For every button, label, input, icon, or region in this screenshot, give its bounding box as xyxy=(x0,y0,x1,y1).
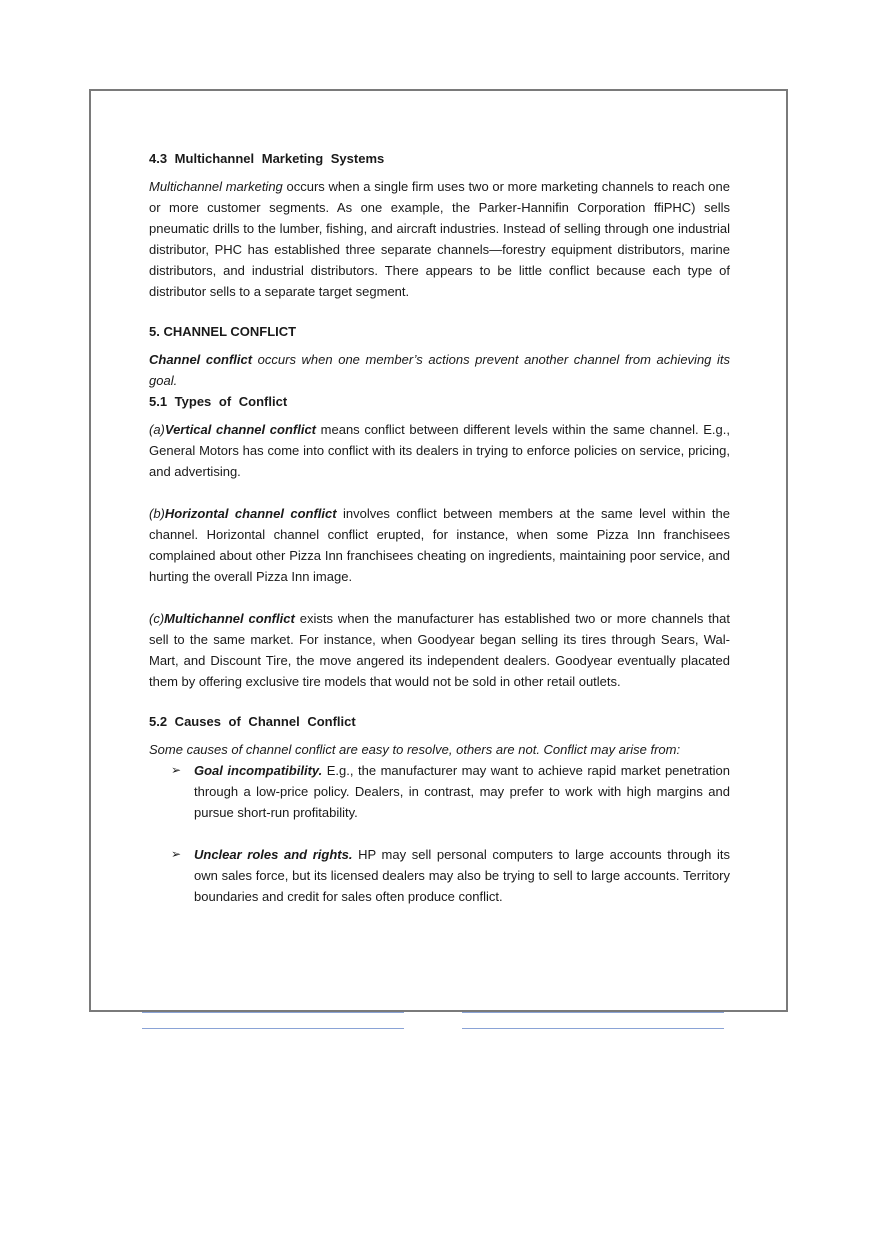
term-multichannel-marketing: Multichannel marketing xyxy=(149,179,283,194)
document-body xyxy=(149,148,730,907)
paragraph-horizontal-conflict: (b)Horizontal channel conflict involves conflict between members at the same level within the channel. Horizontal channel conflict erupted, for instance, when some Pizza Inn franchisees complained about other Pizza Inn franchisees cheating on ingredients, maintaining poor service, and hurting the overall Pizza Inn image. xyxy=(149,506,730,584)
list-item-goal-incompatibility: ➢ Goal incompatibility. E.g., the manufacturer may want to achieve rapid market penetration through a low-price policy. Dealers, in contrast, may prefer to work with high margins and pursue short-run profitability. xyxy=(149,760,730,823)
footer-line-right-bottom xyxy=(462,1028,724,1029)
term-multichannel-conflict: Multichannel conflict xyxy=(164,611,295,626)
causes-list xyxy=(149,760,730,907)
heading-channel-conflict: 5. CHANNEL CONFLICT xyxy=(149,324,297,339)
arrow-bullet-icon: ➢ xyxy=(171,847,182,861)
paragraph-causes-intro: Some causes of channel conflict are easy to resolve, others are not. Conflict may arise from: xyxy=(149,742,681,757)
paragraph-vertical-conflict: (a)Vertical channel conflict means conflict between different levels within the same channel. E.g., General Motors has come into conflict with its dealers in trying to enforce policies on service, pricing, and advertising. xyxy=(149,422,730,479)
term-vertical-channel-conflict: Vertical channel conflict xyxy=(164,422,317,437)
heading-5-1: 5.1 Types of Conflict xyxy=(149,394,288,409)
list-item-unclear-roles: ➢ Unclear roles and rights. HP may sell personal computers to large accounts through its own sales force, but its licensed dealers may also be trying to sell to large accounts. Territory boundaries and credit for sales often produce conflict. xyxy=(149,844,730,907)
heading-4-3: 4.3 Multichannel Marketing Systems xyxy=(149,151,385,166)
heading-5-2: 5.2 Causes of Channel Conflict xyxy=(149,714,356,729)
term-channel-conflict: Channel conflict xyxy=(149,352,253,367)
term-horizontal-channel-conflict: Horizontal channel conflict xyxy=(164,506,337,521)
footer-line-right-top xyxy=(462,1012,724,1013)
term-unclear-roles-rights: Unclear roles and rights. xyxy=(194,847,353,862)
arrow-bullet-icon: ➢ xyxy=(171,763,182,777)
term-goal-incompatibility: Goal incompatibility. xyxy=(194,763,323,778)
paragraph-multichannel-marketing: Multichannel marketing occurs when a single firm uses two or more marketing channels to reach one or more customer segments. As one example, the Parker-Hannifin Corporation ffiPHC) sells pneumatic drills to the lumber, fishing, and aircraft industries. Instead of selling through one industrial distributor, PHC has established three separate channels—forestry equipment distributors, marine distributors, and industrial distributors. There appears to be little conflict because each type of distributor sells to a separate target segment. xyxy=(149,179,730,299)
paragraph-multichannel-conflict: (c)Multichannel conflict exists when the manufacturer has established two or more channels that sell to the same market. For instance, when Goodyear began selling its tires through Sears, Wal-Mart, and Discount Tire, the move angered its independent dealers. Goodyear eventually placated them by offering exclusive tire models that would not be sold in other retail outlets. xyxy=(149,611,730,689)
paragraph-channel-conflict-definition: Channel conflict occurs when one member’s actions prevent another channel from achieving its goal. xyxy=(149,352,730,388)
footer-line-left-top xyxy=(142,1012,404,1013)
footer-line-left-bottom xyxy=(142,1028,404,1029)
